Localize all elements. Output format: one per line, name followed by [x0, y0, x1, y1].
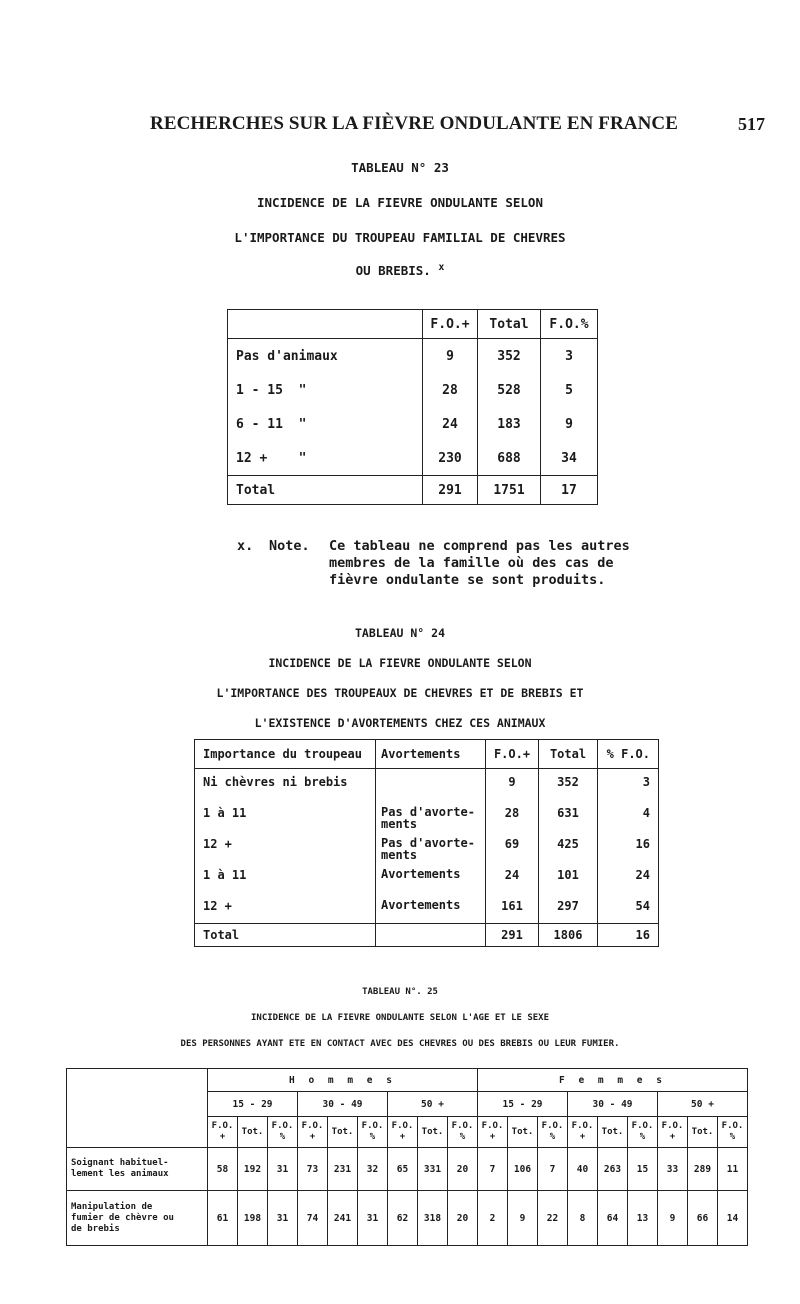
age-group: 30 - 49: [568, 1092, 658, 1117]
age-group: 50 +: [658, 1092, 748, 1117]
header-cell-blank: [228, 310, 423, 339]
note-line-2: membres de la famille où des cas de: [329, 555, 614, 571]
table-cell: 31: [268, 1148, 298, 1191]
table-25: [66, 1068, 748, 1246]
table-row: [195, 800, 659, 831]
cell-fo: 28: [423, 373, 478, 407]
cell-total: 352: [478, 339, 541, 374]
age-group: 30 - 49: [298, 1092, 388, 1117]
table-24-title-line-1: INCIDENCE DE LA FIEVRE ONDULANTE SELON: [268, 656, 532, 670]
cell-fo: 69: [486, 831, 539, 862]
table-cell: 7: [538, 1148, 568, 1191]
table-23-note: [237, 538, 630, 589]
table-total-row: [228, 476, 598, 505]
sub-col-fo: F.O. +: [388, 1117, 418, 1148]
header-cell-total: Total: [478, 310, 541, 339]
total-fo: 291: [423, 476, 478, 505]
sub-col-pct: F.O. %: [718, 1117, 748, 1148]
table-row: [195, 893, 659, 924]
table-cell: 74: [298, 1191, 328, 1246]
table-row: [228, 339, 598, 374]
header-cell-fo: F.O.+: [423, 310, 478, 339]
cell-pct: 24: [598, 862, 659, 893]
note-label: Note.: [269, 538, 310, 554]
note-mark: x.: [237, 538, 254, 554]
total-pct: 16: [598, 924, 659, 947]
table-header-row: [195, 740, 659, 769]
header-cell-total: Total: [539, 740, 598, 769]
row-label: Pas d'animaux: [236, 348, 338, 364]
sub-col-tot: Tot.: [328, 1117, 358, 1148]
row-label: Manipulation de fumier de chèvre ou de brebis: [67, 1191, 208, 1246]
page-number: 517: [738, 114, 765, 134]
cell-fo: 9: [423, 339, 478, 374]
sub-col-pct: F.O. %: [448, 1117, 478, 1148]
table-cell: 33: [658, 1148, 688, 1191]
sub-col-fo: F.O. +: [478, 1117, 508, 1148]
cell-total: 101: [539, 862, 598, 893]
table-cell: 62: [388, 1191, 418, 1246]
table-cell: 20: [448, 1191, 478, 1246]
cell-total: 528: [478, 373, 541, 407]
table-cell: 263: [598, 1148, 628, 1191]
group-hommes: H o m m e s: [208, 1069, 478, 1092]
table-cell: 2: [478, 1191, 508, 1246]
table-cell: 32: [358, 1148, 388, 1191]
table-25-title-line-2: DES PERSONNES AYANT ETE EN CONTACT AVEC DES CHEVRES OU DES BREBIS OU LEUR FUMIER.: [180, 1039, 620, 1049]
cell-avortements: Avortements: [376, 893, 486, 924]
table-cell: 289: [688, 1148, 718, 1191]
table-row: [67, 1148, 748, 1191]
cell-importance: 1 à 11: [203, 805, 247, 820]
table-cell: 106: [508, 1148, 538, 1191]
cell-avortements: Pas d'avorte- ments: [376, 831, 486, 862]
table-cell: 14: [718, 1191, 748, 1246]
table-cell: 31: [358, 1191, 388, 1246]
table-cell: 318: [418, 1191, 448, 1246]
table-25-number: TABLEAU N°. 25: [362, 987, 438, 997]
cell-importance: 1 à 11: [203, 867, 247, 882]
table-cell: 13: [628, 1191, 658, 1246]
sub-col-pct: F.O. %: [268, 1117, 298, 1148]
total-total: 1751: [478, 476, 541, 505]
table-cell: 61: [208, 1191, 238, 1246]
cell-pct: 3: [541, 339, 598, 374]
table-23-title-line-2: L'IMPORTANCE DU TROUPEAU FAMILIAL DE CHEVRES: [234, 230, 566, 245]
header-cell-fo: F.O.+: [486, 740, 539, 769]
table-cell: 31: [268, 1191, 298, 1246]
sub-col-tot: Tot.: [238, 1117, 268, 1148]
cell-pct: 4: [598, 800, 659, 831]
total-total: 1806: [539, 924, 598, 947]
table-cell: 65: [388, 1148, 418, 1191]
sub-col-pct: F.O. %: [358, 1117, 388, 1148]
table-24-title-line-2: L'IMPORTANCE DES TROUPEAUX DE CHEVRES ET DE BREBIS ET: [216, 686, 584, 700]
sub-col-pct: F.O. %: [628, 1117, 658, 1148]
total-pct: 17: [541, 476, 598, 505]
cell-pct: 9: [541, 407, 598, 441]
table-23-title-text: OU BREBIS.: [355, 263, 431, 279]
total-label: Total: [228, 476, 423, 505]
cell-pct: 34: [541, 441, 598, 476]
table-header-row: [228, 310, 598, 339]
cell-avortements: Pas d'avorte- ments: [376, 800, 486, 831]
table-cell: 8: [568, 1191, 598, 1246]
cell-pct: 54: [598, 893, 659, 924]
age-group: 50 +: [388, 1092, 478, 1117]
table-cell: 11: [718, 1148, 748, 1191]
cell-fo: 28: [486, 800, 539, 831]
running-title: RECHERCHES SUR LA FIÈVRE ONDULANTE EN FRANCE: [150, 113, 679, 134]
cell-total: 631: [539, 800, 598, 831]
cell-total: 425: [539, 831, 598, 862]
table-cell: 9: [508, 1191, 538, 1246]
table-row: [228, 373, 598, 407]
table-cell: 192: [238, 1148, 268, 1191]
table-cell: 241: [328, 1191, 358, 1246]
group-header-row: [67, 1069, 748, 1092]
row-label: 1 - 15 ": [236, 382, 307, 398]
cell-fo: 9: [486, 769, 539, 800]
cell-pct: 16: [598, 831, 659, 862]
row-label: Soignant habituel- lement les animaux: [67, 1148, 208, 1191]
row-label-header: [67, 1069, 208, 1148]
cell-fo: 24: [486, 862, 539, 893]
cell-importance: Ni chèvres ni brebis: [203, 775, 348, 789]
row-label: 12 + ": [236, 450, 307, 466]
table-row: [195, 862, 659, 893]
age-group: 15 - 29: [478, 1092, 568, 1117]
table-row: [67, 1191, 748, 1246]
total-label: Total: [195, 924, 376, 947]
total-avortements: [376, 924, 486, 947]
cell-avortements: [376, 769, 486, 800]
table-cell: 40: [568, 1148, 598, 1191]
sub-col-fo: F.O. +: [658, 1117, 688, 1148]
cell-total: 688: [478, 441, 541, 476]
table-24: [194, 739, 659, 947]
table-cell: 66: [688, 1191, 718, 1246]
sub-col-fo: F.O. +: [298, 1117, 328, 1148]
cell-fo: 161: [486, 893, 539, 924]
table-24-number: TABLEAU N° 24: [354, 626, 445, 640]
row-label: 6 - 11 ": [236, 416, 307, 432]
table-row: [228, 441, 598, 476]
table-cell: 22: [538, 1191, 568, 1246]
cell-importance: 12 +: [203, 836, 232, 851]
table-23-title-mark: x: [438, 262, 445, 273]
table-row: [195, 769, 659, 800]
table-cell: 231: [328, 1148, 358, 1191]
sub-col-fo: F.O. +: [208, 1117, 238, 1148]
group-femmes: F e m m e s: [478, 1069, 748, 1092]
table-cell: 331: [418, 1148, 448, 1191]
table-23: [227, 309, 598, 505]
cell-pct: 3: [598, 769, 659, 800]
table-24-title-line-3: L'EXISTENCE D'AVORTEMENTS CHEZ CES ANIMAUX: [254, 716, 546, 730]
header-cell-pct: % F.O.: [598, 740, 659, 769]
table-cell: 58: [208, 1148, 238, 1191]
cell-pct: 5: [541, 373, 598, 407]
table-cell: 15: [628, 1148, 658, 1191]
cell-total: 297: [539, 893, 598, 924]
cell-total: 352: [539, 769, 598, 800]
table-cell: 64: [598, 1191, 628, 1246]
age-group: 15 - 29: [208, 1092, 298, 1117]
sub-col-tot: Tot.: [688, 1117, 718, 1148]
note-text-1: Ce tableau ne comprend pas les autres: [329, 538, 630, 554]
note-line-3: fièvre ondulante se sont produits.: [329, 572, 606, 588]
header-cell-pct: F.O.%: [541, 310, 598, 339]
table-row: [195, 831, 659, 862]
cell-total: 183: [478, 407, 541, 441]
table-23-title-line-3: [0, 262, 800, 278]
table-cell: 7: [478, 1148, 508, 1191]
table-23-title-line-1: INCIDENCE DE LA FIEVRE ONDULANTE SELON: [257, 195, 543, 210]
table-25-title-line-1: INCIDENCE DE LA FIEVRE ONDULANTE SELON L'AGE ET LE SEXE: [250, 1013, 549, 1023]
note-line-1: [237, 538, 630, 555]
cell-fo: 230: [423, 441, 478, 476]
cell-avortements: Avortements: [376, 862, 486, 893]
table-cell: 9: [658, 1191, 688, 1246]
table-cell: 20: [448, 1148, 478, 1191]
sub-col-fo: F.O. +: [568, 1117, 598, 1148]
header-cell-avortements: Avortements: [376, 740, 486, 769]
sub-col-pct: F.O. %: [538, 1117, 568, 1148]
table-cell: 73: [298, 1148, 328, 1191]
total-fo: 291: [486, 924, 539, 947]
header-cell-importance: Importance du troupeau: [195, 740, 376, 769]
sub-col-tot: Tot.: [508, 1117, 538, 1148]
table-cell: 198: [238, 1191, 268, 1246]
sub-col-tot: Tot.: [418, 1117, 448, 1148]
cell-importance: 12 +: [203, 898, 232, 913]
table-23-number: TABLEAU N° 23: [351, 160, 449, 175]
sub-col-tot: Tot.: [598, 1117, 628, 1148]
cell-fo: 24: [423, 407, 478, 441]
table-row: [228, 407, 598, 441]
table-total-row: [195, 924, 659, 947]
